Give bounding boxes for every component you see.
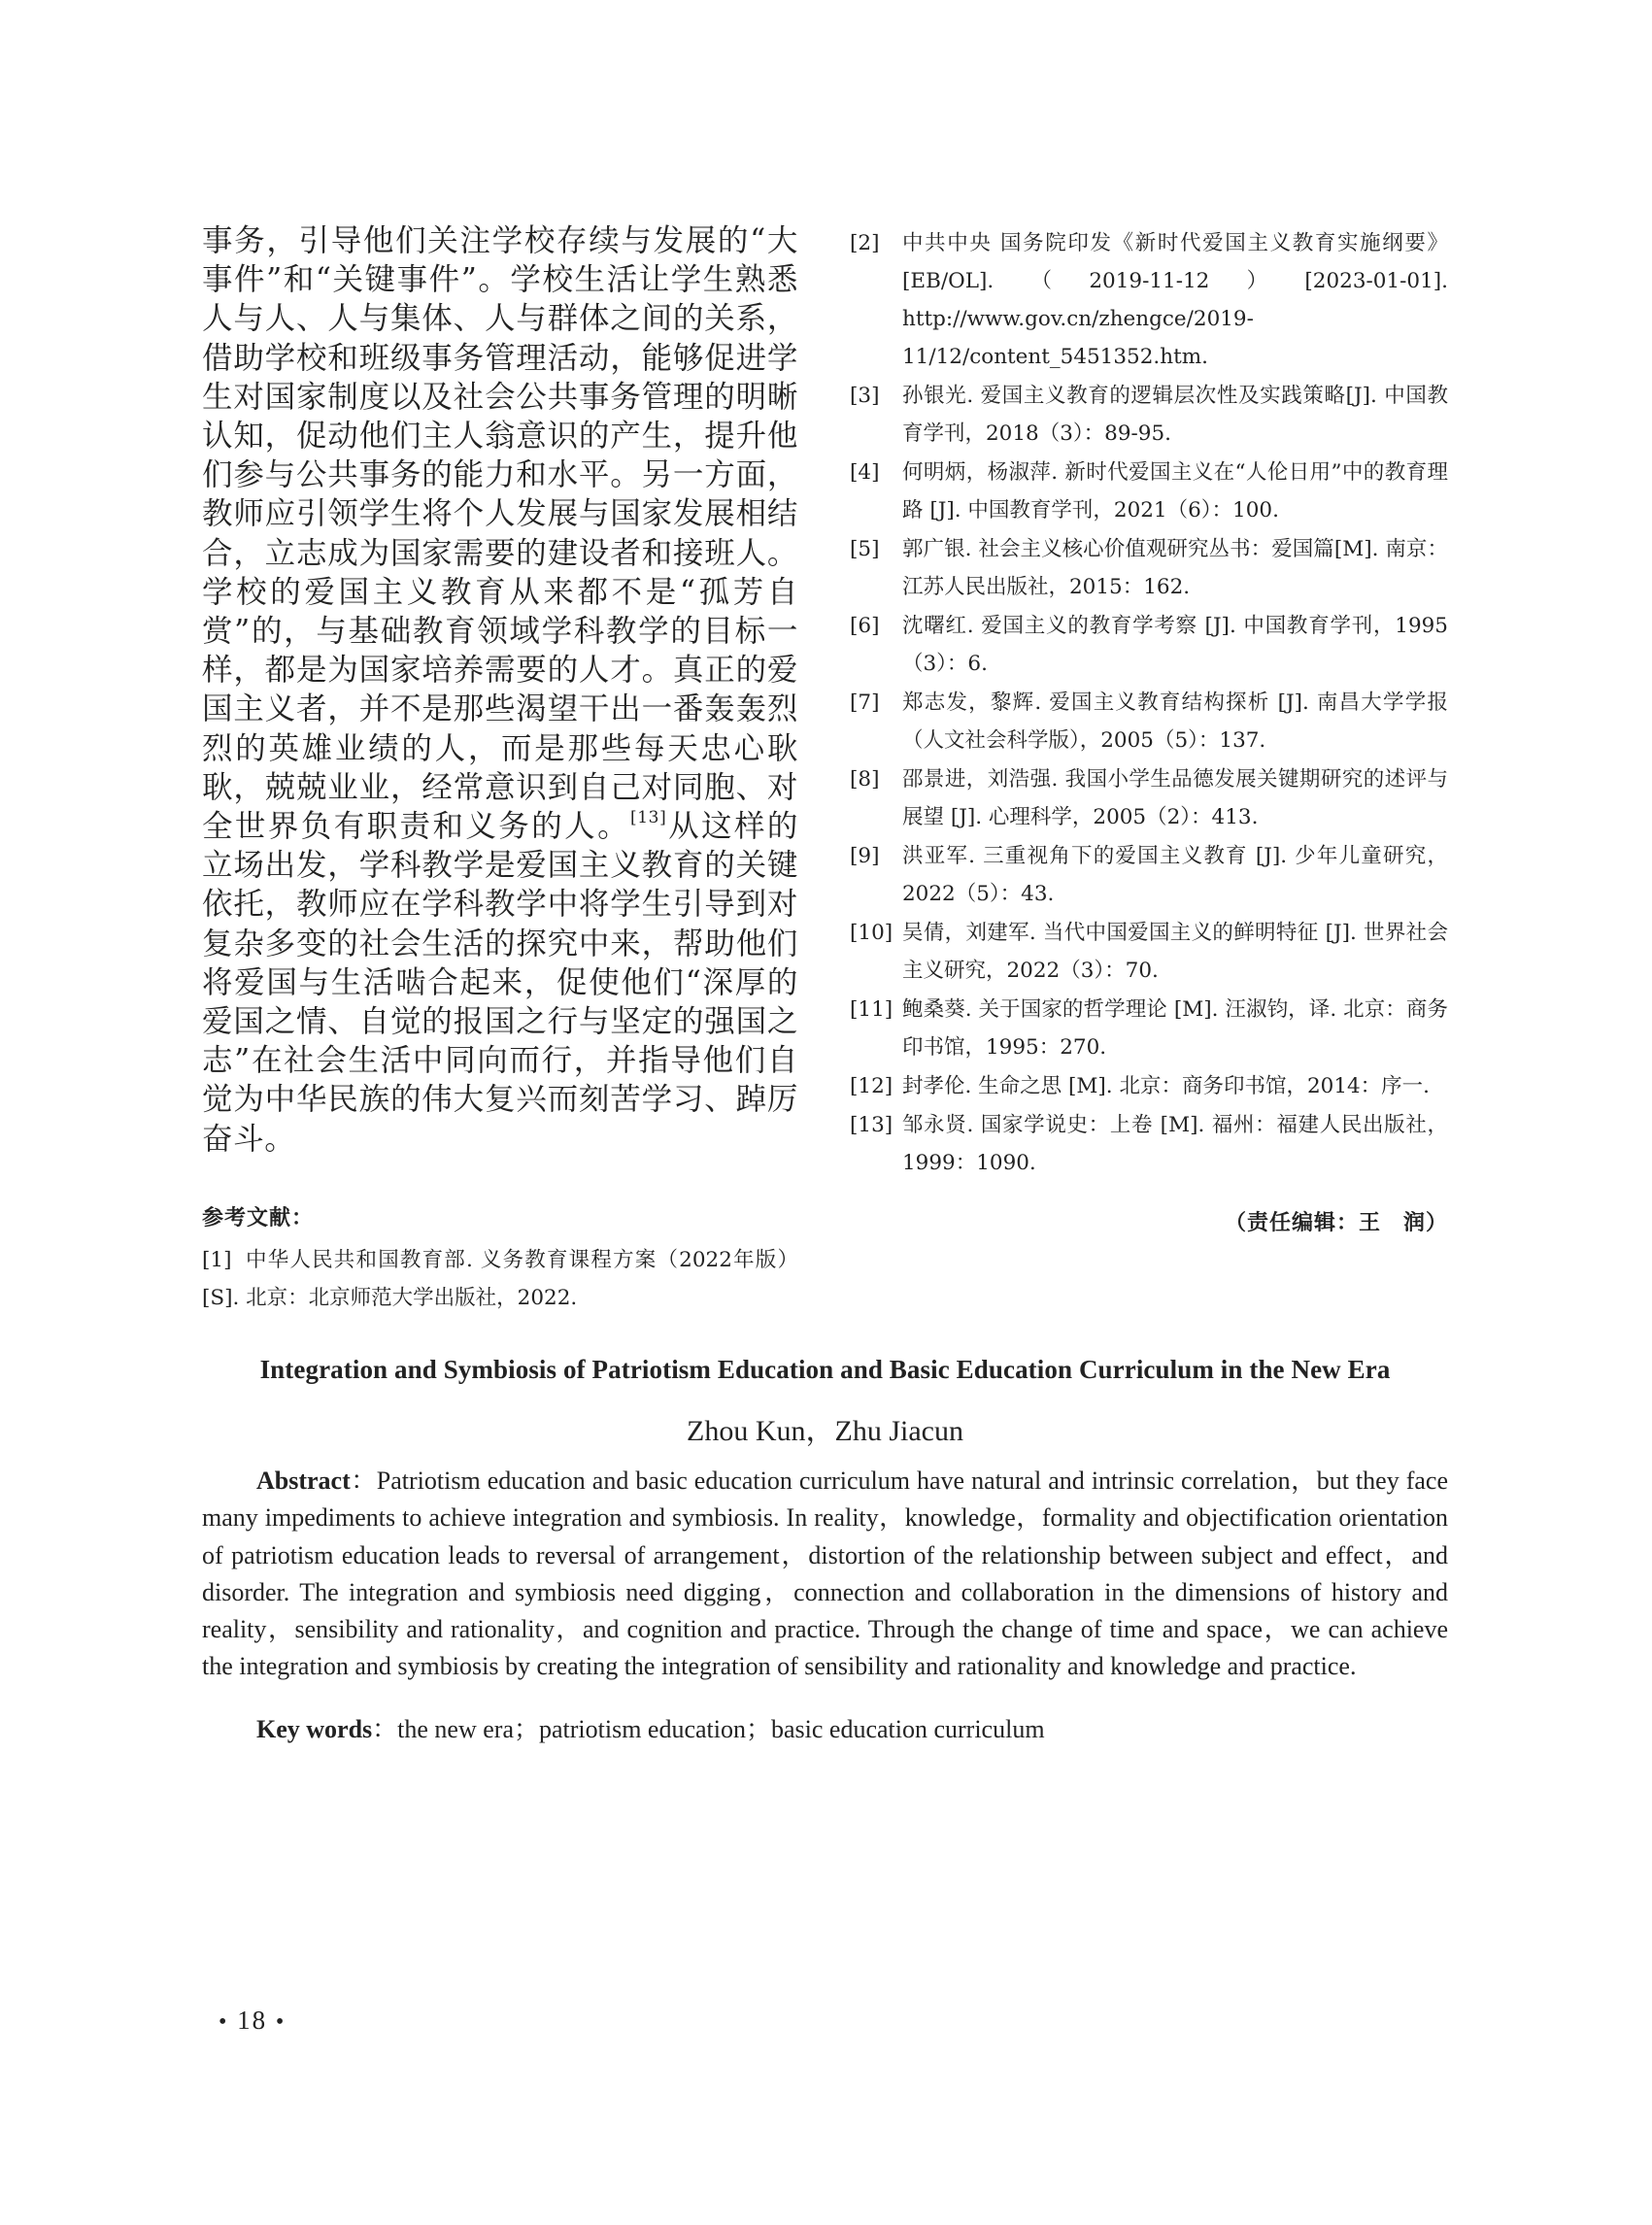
reference-number: [7]	[850, 691, 880, 715]
keywords-label: Key words	[256, 1714, 373, 1743]
reference-text: 郑志发，黎辉. 爱国主义教育结构探析 [J]. 南昌大学学报（人文社会科学版），2005（5）：137.	[902, 691, 1448, 753]
reference-text: 孙银光. 爱国主义教育的逻辑层次性及实践策略[J]. 中国教育学刊，2018（3）：89-95.	[902, 384, 1448, 446]
reference-number: [5]	[850, 537, 880, 561]
reference-number: [9]	[850, 844, 880, 868]
reference-item	[850, 684, 1448, 759]
reference-item	[850, 530, 1448, 606]
abstract-label: Abstract	[256, 1466, 351, 1495]
reference-list-right	[850, 224, 1448, 1182]
references-heading: 参考文献：	[202, 1205, 315, 1230]
reference-item	[850, 224, 1448, 376]
reference-text: 封孝伦. 生命之思 [M]. 北京：商务印书馆，2014：序一.	[902, 1074, 1431, 1098]
english-abstract	[202, 1463, 1448, 1686]
reference-item	[850, 454, 1448, 529]
reference-number: [10]	[850, 921, 893, 945]
reference-number: [8]	[850, 767, 880, 792]
reference-text: 洪亚军. 三重视角下的爱国主义教育 [J]. 少年儿童研究，2022（5）：43.	[902, 844, 1448, 906]
reference-text: 郭广银. 社会主义核心价值观研究丛书：爱国篇[M]. 南京：江苏人民出版社，2015：162.	[902, 537, 1448, 599]
reference-item	[202, 1241, 798, 1317]
reference-text: 沈曙红. 爱国主义的教育学考察 [J]. 中国教育学刊，1995（3）：6.	[902, 614, 1448, 676]
citation-marker: [13]	[630, 808, 667, 828]
reference-text: 中华人民共和国教育部. 义务教育课程方案（2022年版）[S]. 北京：北京师范大学出版社，2022.	[202, 1247, 798, 1310]
body-paragraph	[202, 221, 798, 1159]
abstract-text: ：Patriotism education and basic education curriculum have natural and intrinsic correlation，but they face many impediments to achieve integration and symbiosis. In reality，knowledge，formality and objectification orientation of patriotism education leads to reversal of arrangement，distortion of the relationship between subject and effect，and disorder. The integration and symbiosis need digging，connection and collaboration in the dimensions of history and reality，sensibility and rationality，and cognition and practice. Through the change of time and space，we can achieve the integration and symbiosis by creating the integration of sensibility and rationality and knowledge and practice.	[202, 1466, 1448, 1681]
reference-item	[850, 377, 1448, 453]
keywords-text: ：the new era；patriotism education；basic education curriculum	[372, 1714, 1045, 1743]
reference-list-left	[202, 1241, 798, 1317]
body-text-part2: 从这样的立场出发，学科教学是爱国主义教育的关键依托，教师应在学科教学中将学生引导到对复杂多变的社会生活的探究中来，帮助他们将爱国与生活啮合起来，促使他们“深厚的爱国之情、自觉的报国之行与坚定的强国之志”在社会生活中同向而行，并指导他们自觉为中华民族的伟大复兴而刻苦学习、踔厉奋斗。	[202, 809, 798, 1157]
reference-item	[850, 991, 1448, 1066]
reference-item	[850, 914, 1448, 990]
reference-number: [13]	[850, 1113, 893, 1137]
reference-number: [11]	[850, 997, 893, 1022]
english-abstract-block	[202, 1355, 1448, 1748]
reference-text: 何明炳，杨淑萍. 新时代爱国主义在“人伦日用”中的教育理路 [J]. 中国教育学刊，2021（6）：100.	[902, 460, 1448, 523]
right-column	[850, 224, 1448, 1183]
reference-item	[850, 1106, 1448, 1182]
reference-item	[850, 760, 1448, 836]
reference-text: 邵景进，刘浩强. 我国小学生品德发展关键期研究的述评与展望 [J]. 心理科学，2005（2）：413.	[902, 767, 1448, 829]
reference-number: [6]	[850, 614, 880, 638]
english-authors: Zhou Kun，Zhu Jiacun	[687, 1415, 963, 1447]
page-number-value: 18	[237, 2006, 268, 2035]
english-keywords	[202, 1711, 1448, 1748]
reference-number: [12]	[850, 1074, 893, 1098]
body-text-part1: 事务，引导他们关注学校存续与发展的“大事件”和“关键事件”。学校生活让学生熟悉人与人、人与集体、人与群体之间的关系，借助学校和班级事务管理活动，能够促进学生对国家制度以及社会公共事务管理的明晰认知，促动他们主人翁意识的产生，提升他们参与公共事务的能力和水平。另一方面，教师应引领学生将个人发展与国家发展相结合，立志成为国家需要的建设者和接班人。学校的爱国主义教育从来都不是“孤芳自赏”的，与基础教育领域学科教学的目标一样，都是为国家培养需要的人才。真正的爱国主义者，并不是那些渴望干出一番轰轰烈烈的英雄业绩的人，而是那些每天忠心耿耿，兢兢业业，经常意识到自己对同胞、对全世界负有职责和义务的人。	[202, 223, 798, 845]
page-marker-left: •	[219, 2009, 229, 2035]
reference-text: 中共中央 国务院印发《新时代爱国主义教育实施纲要》[EB/OL].（2019-11-12）[2023-01-01]. http://www.gov.cn/zhengce/2019-11/12/content_5451352.htm.	[902, 231, 1448, 369]
reference-text: 邹永贤. 国家学说史：上卷 [M]. 福州：福建人民出版社，1999：1090.	[902, 1113, 1448, 1175]
reference-text: 鲍桑葵. 关于国家的哲学理论 [M]. 汪淑钧，译. 北京：商务印书馆，1995：270.	[902, 997, 1448, 1060]
reference-number: [1]	[202, 1247, 232, 1272]
left-column	[202, 221, 798, 1318]
reference-number: [3]	[850, 384, 880, 408]
reference-item	[850, 837, 1448, 913]
english-title: Integration and Symbiosis of Patriotism Education and Basic Education Curriculum in the New Era	[259, 1355, 1391, 1384]
reference-text: 吴倩，刘建军. 当代中国爱国主义的鲜明特征 [J]. 世界社会主义研究，2022（3）：70.	[902, 921, 1448, 983]
page-number	[219, 2006, 286, 2036]
reference-item	[850, 607, 1448, 683]
reference-number: [2]	[850, 231, 880, 255]
reference-item	[850, 1067, 1448, 1105]
page-marker-right: •	[275, 2009, 287, 2035]
reference-number: [4]	[850, 460, 880, 485]
responsible-editor: （责任编辑：王 润）	[1224, 1211, 1448, 1235]
